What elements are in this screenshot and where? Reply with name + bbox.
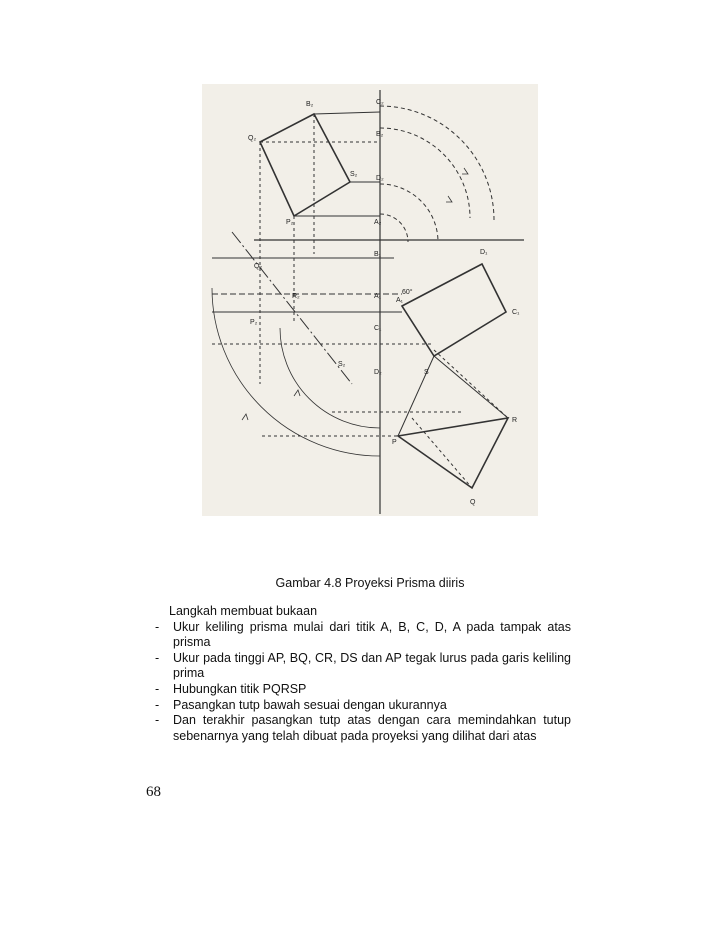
step-item: [155, 620, 571, 651]
side-view-section: [402, 264, 506, 356]
label-r: R: [512, 417, 518, 424]
arc-top-small: [380, 214, 408, 242]
front-view-section: [260, 114, 350, 216]
step-item: [155, 651, 571, 682]
label-angle: 60°: [402, 289, 413, 296]
label-p2-cut: P₂: [250, 319, 258, 326]
label-d1: D₁: [480, 249, 488, 256]
step-item: [155, 713, 571, 744]
step-bullet: -: [155, 713, 160, 728]
steps-heading: Langkah membuat bukaan: [169, 604, 318, 618]
arc-bottom-inner: [280, 328, 380, 428]
step-bullet: -: [155, 650, 160, 665]
prism-projection-drawing: [202, 84, 538, 516]
label-p2: P₂: [286, 219, 294, 226]
label-b2: B₂: [306, 101, 314, 108]
label-q2: Q₂: [248, 135, 257, 142]
line-s-p: [398, 356, 434, 436]
arc-top-outer: [380, 106, 494, 220]
figure-prism-projection: [202, 84, 538, 516]
step-bullet: -: [155, 619, 160, 634]
step-item: [155, 698, 571, 714]
label-c1: C₁: [512, 309, 520, 316]
label-q2-cut: Q₂: [254, 263, 263, 270]
true-shape-section: [398, 418, 508, 488]
label-d2-axis: D₂: [374, 369, 382, 376]
label-q: Q: [470, 499, 476, 506]
label-p: P: [392, 439, 397, 446]
step-text: Pasangkan tutp bawah sesuai dengan ukurannya: [173, 697, 447, 712]
label-a2: A₂: [374, 219, 382, 226]
label-d2: D₂: [376, 175, 384, 182]
figure-caption: Gambar 4.8 Proyeksi Prisma diiris: [275, 576, 465, 590]
label-b2-axis: B₂: [376, 131, 384, 138]
label-b1: B₁: [374, 251, 382, 258]
step-text: Hubungkan titik PQRSP: [173, 681, 307, 696]
step-text: Dan terakhir pasangkan tutp atas dengan cara memindahkan tutup sebenarnya yang telah dibuat pada proyeksi yang dilihat dari atas: [173, 713, 571, 743]
label-a1-axis: A₁: [374, 293, 382, 300]
label-a1: A₁: [396, 297, 404, 304]
page-number: 68: [146, 784, 161, 800]
label-r2-cut: R₂: [292, 293, 300, 300]
label-s2: S₂: [350, 171, 358, 178]
steps-section: [155, 604, 571, 744]
step-item: [155, 682, 571, 698]
line-b2: [314, 112, 380, 114]
label-c1-axis: C₁: [374, 325, 382, 332]
arc-top-mid: [380, 128, 470, 218]
step-text: Ukur pada tinggi AP, BQ, CR, DS dan AP tegak lurus pada garis keliling prima: [173, 650, 571, 681]
label-s2-cut: S₂: [338, 361, 346, 368]
cutting-plane-line: [232, 232, 352, 384]
label-s: S: [424, 369, 429, 376]
line-s-r: [434, 356, 508, 418]
arc-bottom-outer: [212, 288, 380, 456]
label-c2: C₂: [376, 99, 384, 106]
step-bullet: -: [155, 681, 160, 696]
step-text: Ukur keliling prisma mulai dari titik A, B, C, D, A pada tampak atas prisma: [173, 619, 571, 650]
step-bullet: -: [155, 697, 160, 712]
arc-top-inner: [380, 184, 438, 242]
